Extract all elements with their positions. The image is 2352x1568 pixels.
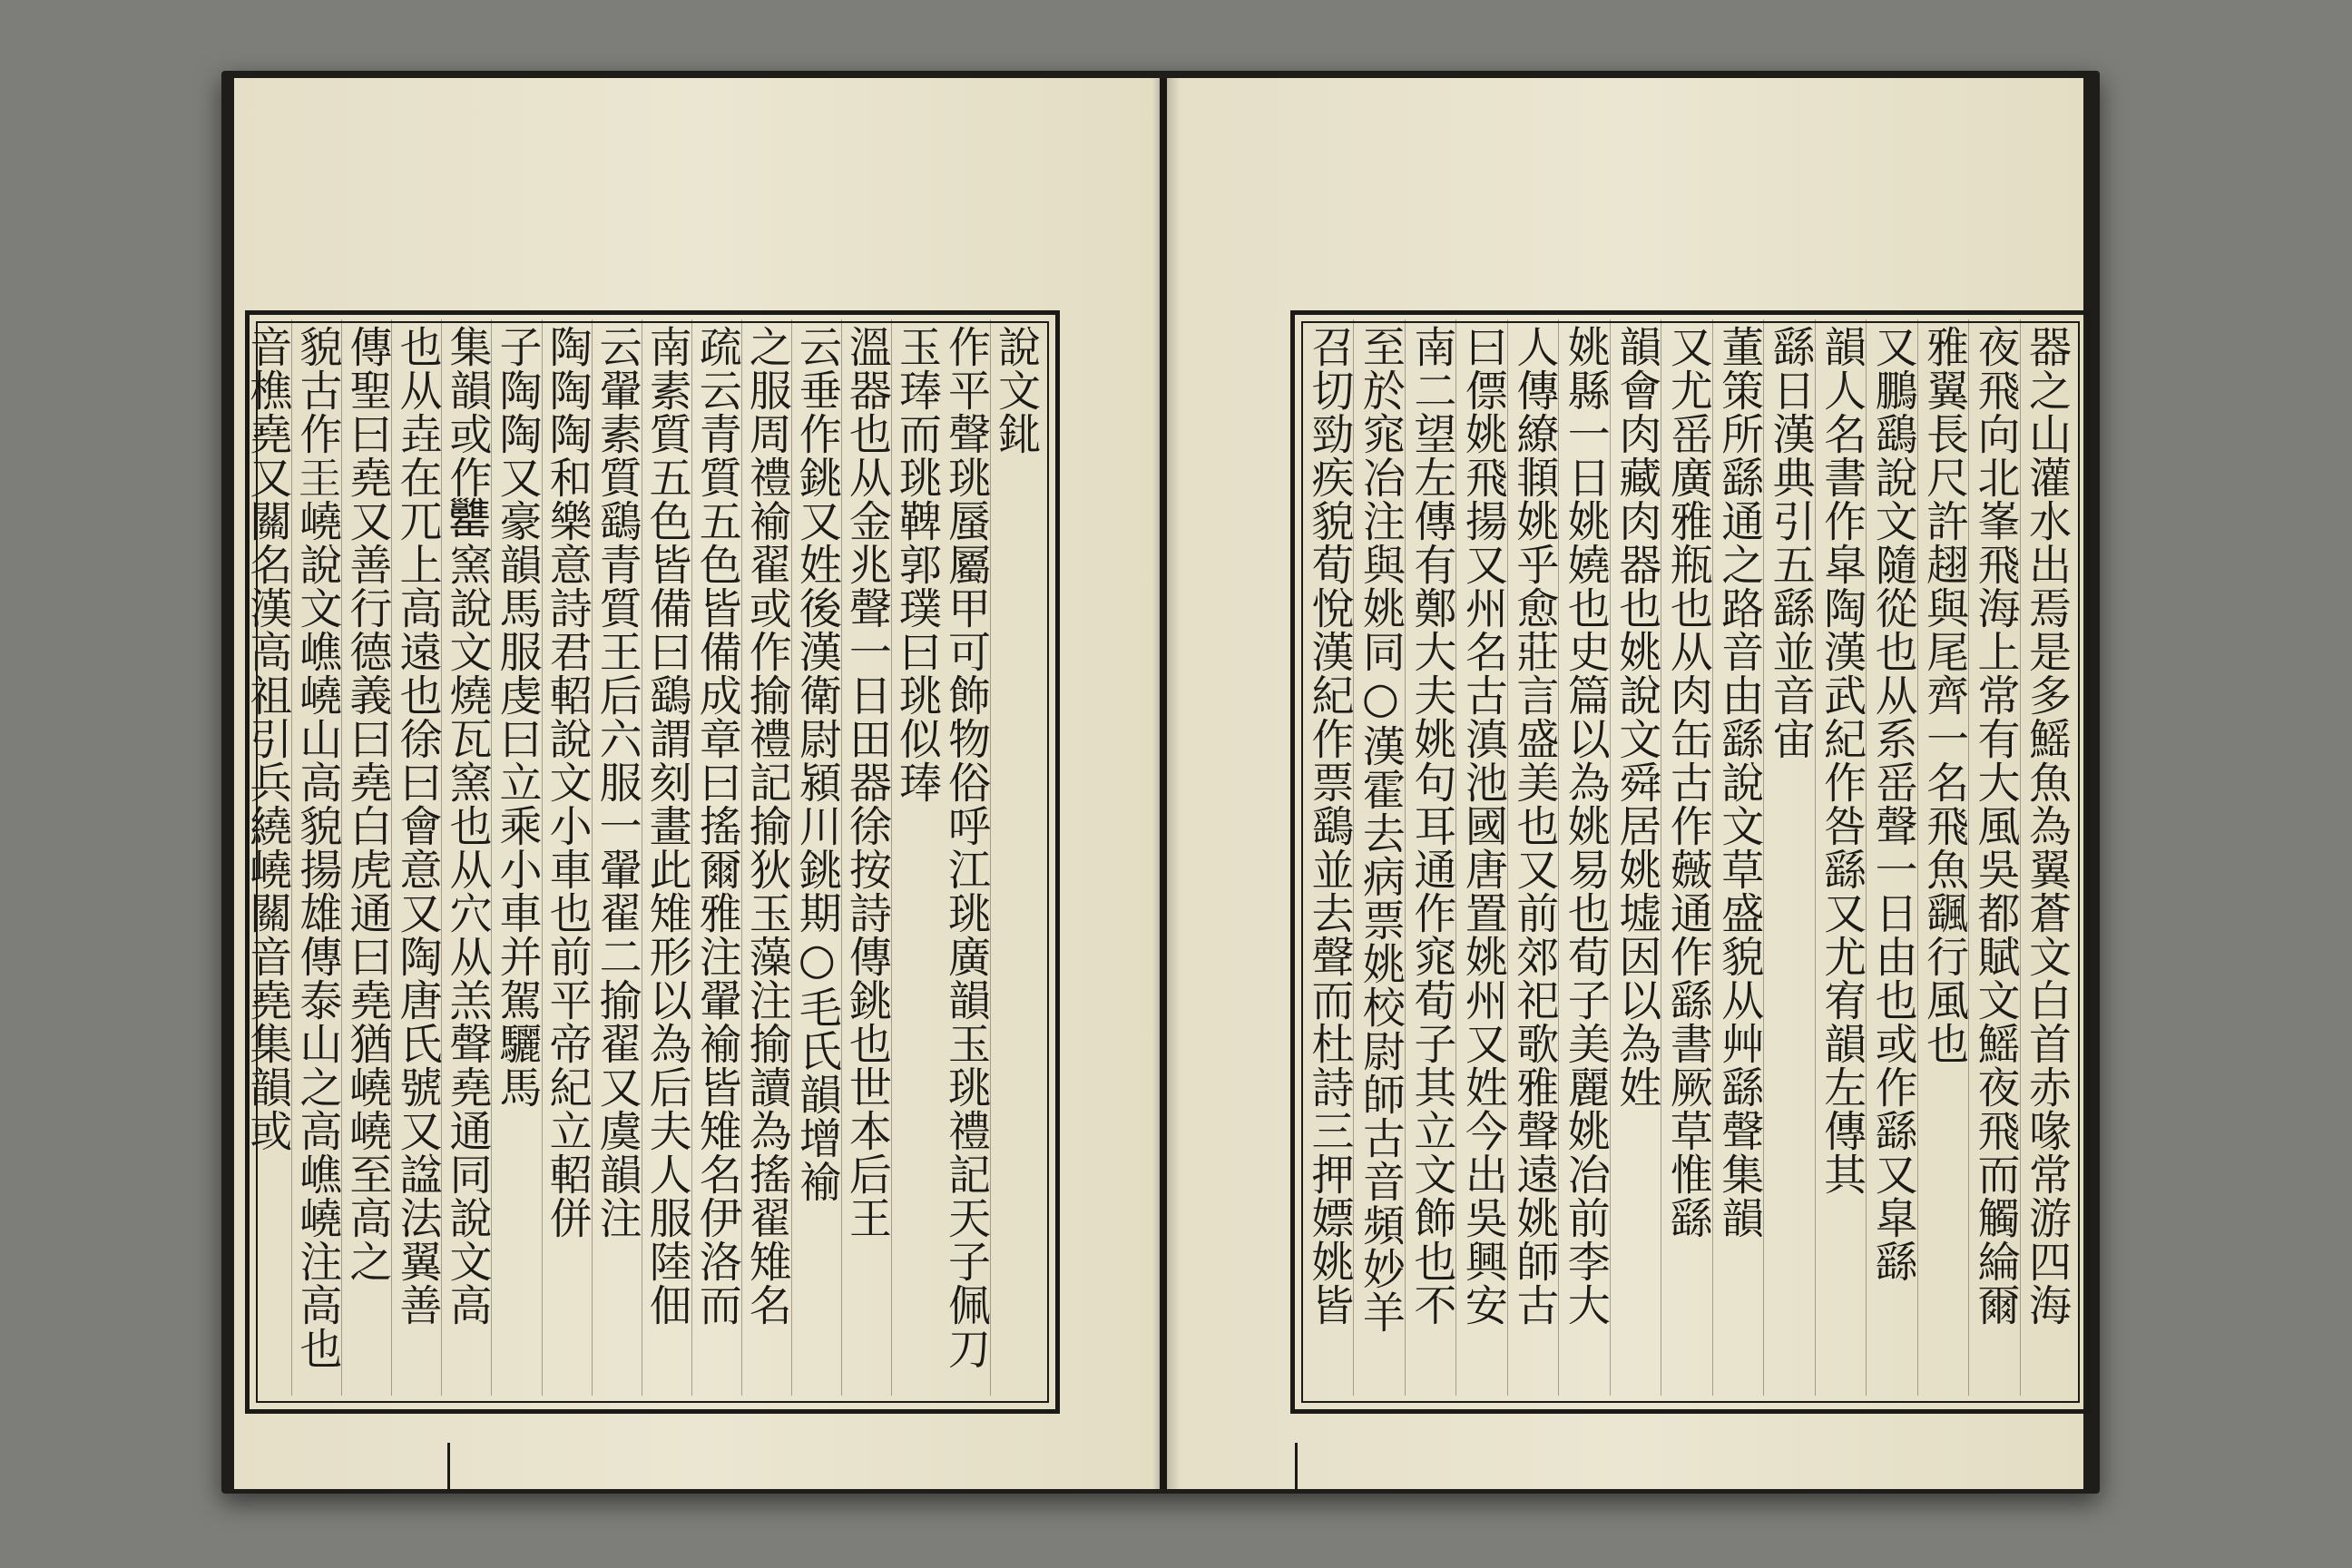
text-column: 韻人名書作皐陶漢武紀作咎繇又尤宥韻左傳其 (1815, 319, 1866, 1396)
text-column: 人傳繚䫍姚乎愈莊言盛美也又前郊祀歌雅聲遠姚師古 (1507, 319, 1558, 1396)
text-column: 董策所繇通之路音由繇說文草盛貌从艸繇聲集韻 (1712, 319, 1763, 1396)
text-column: 也从垚在兀上高遠也徐曰會意又陶唐氏號又諡法翼善 (391, 319, 441, 1396)
text-column: 溫器也从金兆聲一日田器徐按詩傳銚也世本后王 (841, 319, 891, 1396)
text-column: 集韻或作𦉥窯說文燒瓦窯也从穴从羔聲堯通同說文高 (441, 319, 491, 1396)
text-column: 貌古作𡉐嶢說文嶕嶢山高貌揚雄傳泰山之高嶕嶢注高也 (291, 319, 341, 1396)
binding-thread (1295, 1443, 1298, 1490)
left-page-columns (242, 319, 1041, 1396)
text-column: 繇日漢典引五繇並音宙 (1763, 319, 1814, 1396)
text-column: 又尤䍃廣雅瓶也从肉缶古作𦾡通作繇書厥草惟繇 (1661, 319, 1711, 1396)
text-column: 之服周禮褕翟或作揄禮記揄狄玉藻注揄讀為搖翟雉名 (741, 319, 791, 1396)
text-column: 夜飛向北峯飛海上常有大風吳都賦文鰩夜飛而觸綸爾 (1968, 319, 2019, 1396)
book-gutter (1152, 78, 1180, 1489)
text-column: 疏云青質五色皆備成章曰搖爾雅注翬褕皆雉名伊洛而 (691, 319, 741, 1396)
text-column: 南素質五色皆備曰鷂謂刻畫此雉形以為后夫人服陸佃 (642, 319, 691, 1396)
text-column: 陶陶陶和樂意詩君軺說文小車也前平帝紀立軺併 (542, 319, 592, 1396)
text-column: 又鵬鷂說文隨從也从系䍃聲一日由也或作繇又皐繇 (1866, 319, 1916, 1396)
text-column: 至於窕冶注與姚同○漢霍去病票姚校尉師古音頻妙羊 (1353, 319, 1404, 1396)
text-column: 姚縣一日姚嬈也史篇以為姚易也荀子美麗姚冶前李大 (1558, 319, 1609, 1396)
text-column: 音樵堯又關名漢高祖引兵繞嶢關音堯集韻或 (242, 325, 293, 1152)
text-column: 云垂作銚又姓後漢衛尉潁川銚期○毛氏韻增褕 (791, 319, 841, 1396)
text-column: 器之山灌水出焉是多鰩魚為翼蒼文白首赤喙常游四海 (2020, 319, 2071, 1396)
binding-thread (447, 1443, 450, 1490)
text-column: 云翬素質鷂青質王后六服一翬翟二揄翟又虞韻注 (592, 319, 642, 1396)
text-column: 召切勁疾貌荀悅漢紀作票鷂並去聲而杜詩三押嫖姚皆 (1304, 325, 1355, 1327)
text-column: 韻會肉藏肉器也姚說文舜居姚墟因以為姓 (1610, 319, 1661, 1396)
text-column: 曰僄姚飛揚又州名古滇池國唐置姚州又姓今出吳興安 (1455, 319, 1506, 1396)
text-column: 南二望左傳有鄭大夫姚句耳通作窕荀子其立文飾也不 (1405, 319, 1455, 1396)
right-page-columns (1303, 319, 2071, 1396)
text-column: 說文鉳 (990, 319, 1040, 1396)
text-column: 雅翼長尺許趐與尾齊一名飛魚颻行風也 (1917, 319, 1968, 1396)
text-column: 作平聲珧蜃屬甲可飾物俗呼江珧廣韻玉珧禮記天子佩刀玉琫而珧鞞郭璞曰珧似琫 (891, 319, 990, 1396)
text-column: 子陶陶又豪韻馬服虔曰立乘小車并駕驪馬 (491, 319, 541, 1396)
text-column: 傳聖曰堯又善行德義曰堯白虎通曰堯猶嶢嶢至高之 (341, 319, 391, 1396)
